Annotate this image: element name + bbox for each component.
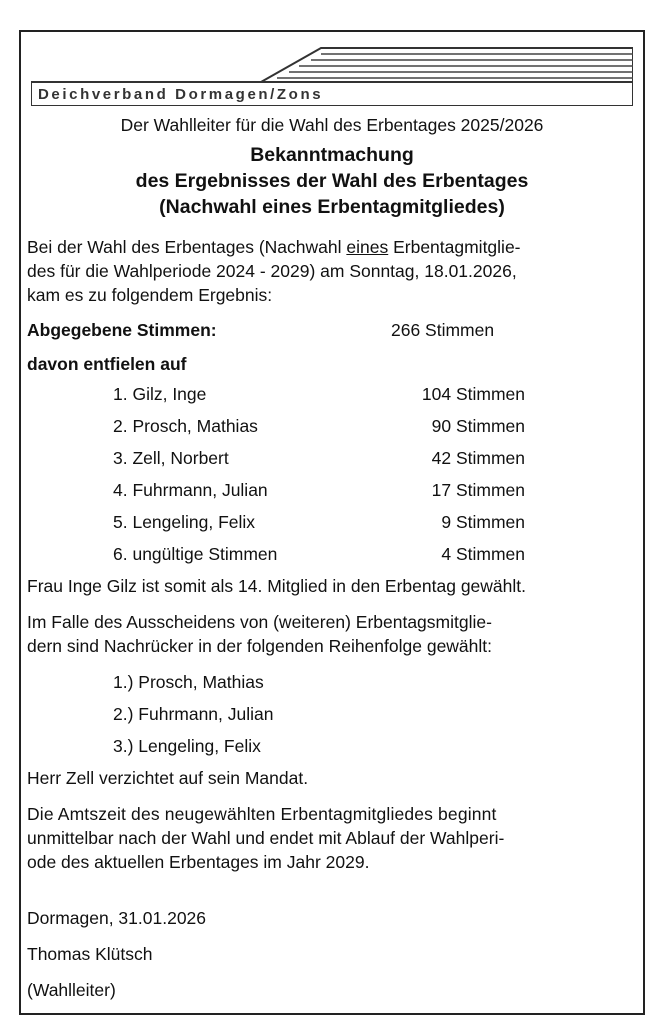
intro-text-pre: Bei der Wahl des Erbentages (Nachwahl (27, 237, 347, 257)
notice-frame (19, 30, 645, 1015)
successor-item: 3.) Lengeling, Felix (113, 736, 261, 756)
candidate-votes: 4 Stimmen (441, 544, 525, 564)
term-line-1: Die Amtszeit des neugewählten Erbentagmitgliedes beginnt (27, 804, 497, 824)
result-row (21, 480, 643, 504)
candidate-votes: 104 Stimmen (421, 384, 525, 404)
title-line-1: Bekanntmachung (250, 144, 414, 166)
place-date: Dormagen, 31.01.2026 (27, 908, 207, 928)
intro-line-3: kam es zu folgendem Ergebnis: (27, 285, 273, 305)
candidate-name: 3. Zell, Norbert (113, 448, 229, 468)
votes-cast-label: Abgegebene Stimmen: (27, 320, 217, 340)
title-line-2: des Ergebnisses der Wahl des Erbentages (135, 170, 529, 192)
term-line-3: ode des aktuellen Erbentages im Jahr 2029. (27, 852, 370, 872)
votes-cast-value: 266 Stimmen (391, 320, 495, 340)
succession-line-2: dern sind Nachrücker in der folgenden Reihenfolge gewählt: (27, 636, 493, 656)
votes-split-label: davon entfielen auf (27, 354, 187, 374)
candidate-votes: 42 Stimmen (431, 448, 525, 468)
candidate-votes: 90 Stimmen (431, 416, 525, 436)
term-line-2: unmittelbar nach der Wahl und endet mit Ablauf der Wahlperi- (27, 828, 505, 848)
candidate-votes: 17 Stimmen (431, 480, 525, 500)
result-row (21, 512, 643, 536)
succession-line-1: Im Falle des Ausscheidens von (weiteren) Erbentagsmitglie- (27, 612, 492, 632)
candidate-votes: 9 Stimmen (441, 512, 525, 532)
signatory-role: (Wahlleiter) (27, 980, 116, 1000)
signatory-name: Thomas Klütsch (27, 944, 153, 964)
intro-underlined-word: eines (346, 237, 389, 257)
candidate-name: 4. Fuhrmann, Julian (113, 480, 268, 500)
result-row (21, 416, 643, 440)
successor-item: 2.) Fuhrmann, Julian (113, 704, 274, 724)
intro-line-1 (27, 235, 637, 259)
waiver-statement: Herr Zell verzichtet auf sein Mandat. (27, 768, 309, 788)
result-row (21, 544, 643, 568)
deichverband-logo (31, 44, 633, 106)
votes-cast-row (21, 320, 643, 344)
header-subtitle: Der Wahlleiter für die Wahl des Erbentages 2025/2026 (120, 115, 544, 135)
intro-line-2: des für die Wahlperiode 2024 - 2029) am Sonntag, 18.01.2026, (27, 261, 517, 281)
intro-text-post: Erbentagmitglie- (388, 237, 521, 257)
elected-statement: Frau Inge Gilz ist somit als 14. Mitglied in den Erbentag gewählt. (27, 576, 526, 596)
candidate-name: 1. Gilz, Inge (113, 384, 207, 404)
title-line-3: (Nachwahl eines Erbentagmitgliedes) (159, 196, 505, 218)
candidate-name: 2. Prosch, Mathias (113, 416, 258, 436)
candidate-name: 5. Lengeling, Felix (113, 512, 256, 532)
successor-item: 1.) Prosch, Mathias (113, 672, 264, 692)
result-row (21, 384, 643, 408)
result-row (21, 448, 643, 472)
logo-text: Deichverband Dormagen/Zons (38, 86, 324, 103)
candidate-name: 6. ungültige Stimmen (113, 544, 278, 564)
